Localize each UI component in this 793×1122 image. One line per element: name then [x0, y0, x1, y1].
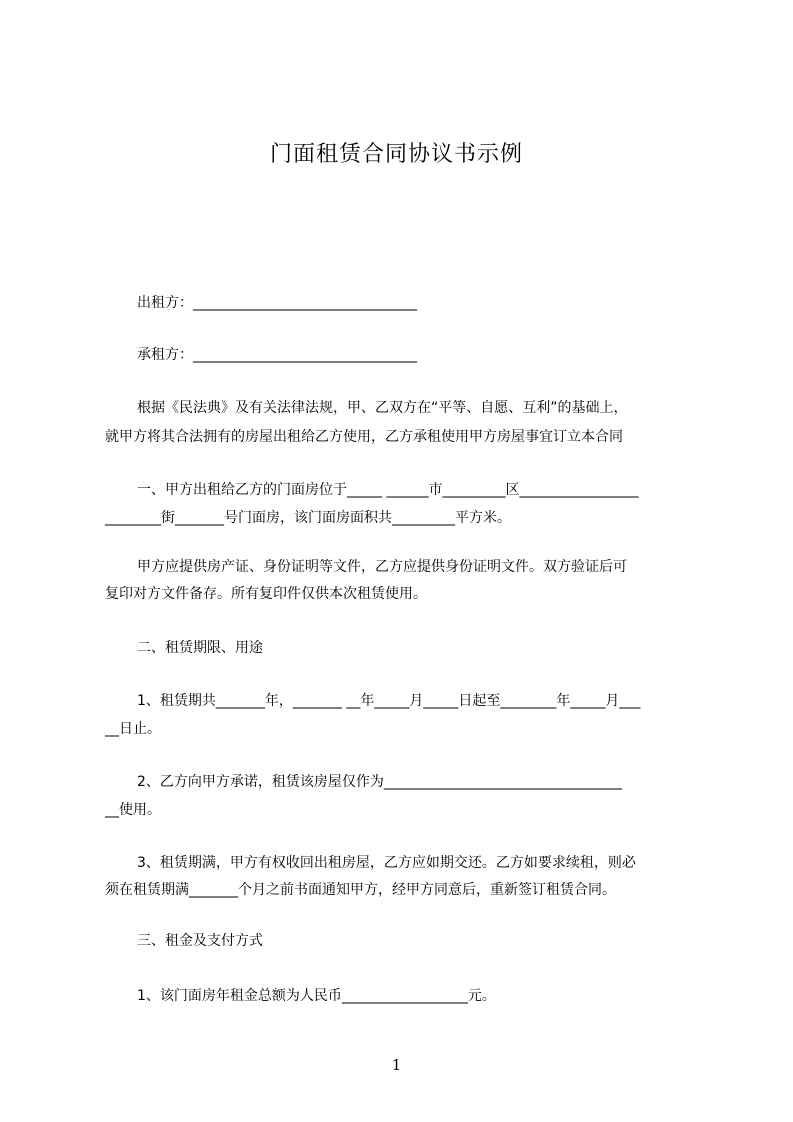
renew-line-2: 须在租赁期满_______个月之前书面通知甲方，经甲方同意后，重新签订租赁合同。 [105, 882, 616, 898]
rent-line-1: 1、该门面房年租金总额为人民币__________________元。 [137, 988, 496, 1004]
lessor-line: 出租方：________________________________ [137, 295, 417, 311]
renew-line-1: 3、租赁期满，甲方有权收回出租房屋，乙方应如期交还。乙方如要求续租，则必 [137, 855, 636, 871]
lessee-line: 承租方：________________________________ [137, 347, 417, 363]
preamble-line-2: 就甲方将其合法拥有的房屋出租给乙方使用，乙方承租使用甲方房屋事宜订立本合同 [105, 429, 623, 445]
clause1-line-2: ________街_______号门面房，该门面房面积共_________平方米。 [105, 510, 511, 526]
use-line-1: 2、乙方向甲方承诺，租赁该房屋仅作为__________________________________ [137, 774, 622, 790]
preamble-line-1: 根据《民法典》及有关法律法规，甲、乙双方在“平等、自愿、互利”的基础上， [137, 400, 628, 416]
document-title: 门面租赁合同协议书示例 [269, 142, 523, 167]
use-line-2: __使用。 [105, 802, 161, 818]
term-line-2: __日止。 [105, 721, 161, 737]
section3-heading: 三、租金及支付方式 [137, 933, 263, 949]
docs-line-2: 复印对方文件备存。所有复印件仅供本次租赁使用。 [105, 586, 427, 602]
docs-line-1: 甲方应提供房产证、身份证明等文件，乙方应提供身份证明文件。双方验证后可 [137, 559, 627, 575]
section2-heading: 二、租赁期限、用途 [137, 640, 263, 656]
clause1-line-1: 一、甲方出租给乙方的门面房位于_____ ______市_________区_________________ [137, 482, 639, 498]
term-line-1: 1、租赁期共_______年，_______ __年_____月_____日起至________年_____月___ [137, 693, 641, 709]
page-number: 1 [391, 1056, 402, 1074]
